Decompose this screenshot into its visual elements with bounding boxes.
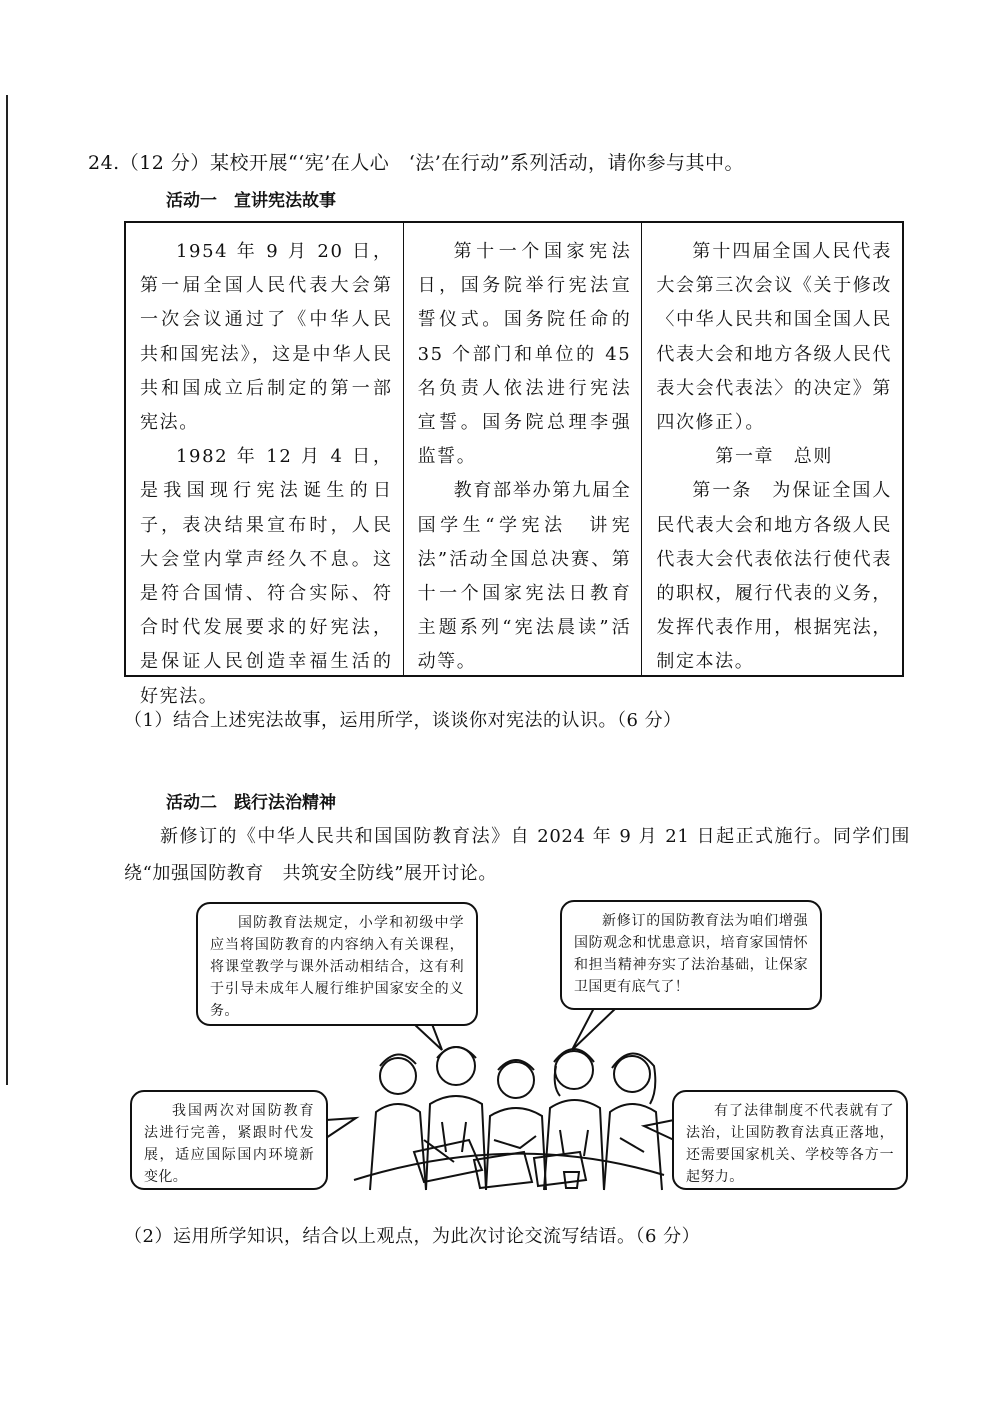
story-paragraph: 1954 年 9 月 20 日，第一届全国人民代表大会第一次会议通过了《中华人民共和国宪法》，这是中华人民共和国成立后制定的第一部宪法。 <box>140 241 393 434</box>
sub-question-1: （1）结合上述宪法故事，运用所学，谈谈你对宪法的认识。（6 分） <box>124 710 682 731</box>
law-intro: 第十四届全国人民代表大会第三次会议《关于修改〈中华人民共和国全国人民代表大会和地方各级人民代表大会代表法〉的决定》第四次修正）。 <box>656 241 892 434</box>
constitution-stories-table <box>124 221 904 707</box>
activity1-title: 活动一 宣讲宪法故事 <box>166 191 336 211</box>
speech-bubble-3: 我国两次对国防教育法进行完善，紧跟时代发展，适应国际国内环境新变化。 <box>130 1090 328 1190</box>
story-paragraph: 教育部举办第九届全国学生“学宪法 讲宪法”活动全国总决赛、第十一个国家宪法日教育主题系列“宪法晨读”活动等。 <box>417 480 632 673</box>
speech-bubble-4: 有了法律制度不代表就有了法治，让国防教育法真正落地，还需要国家机关、学校等各方一起努力。 <box>672 1090 908 1190</box>
question-stem <box>88 148 744 175</box>
story-column-3 <box>641 223 902 675</box>
activity2-paragraph: 新修订的《中华人民共和国国防教育法》自 2024 年 9 月 21 日起正式施行。同学们围绕“加强国防教育 共筑安全防线”展开讨论。 <box>124 826 910 884</box>
speech-bubble-2: 新修订的国防教育法为咱们增强国防观念和忧患意识，培育家国情怀和担当精神夯实了法治基础，让保家卫国更有底气了！ <box>560 900 822 1010</box>
law-chapter-heading: 第一章 总则 <box>715 446 833 468</box>
activity2-title: 活动二 践行法治精神 <box>166 793 336 813</box>
question-text: 某校开展“‘宪’在人心 ‘法’在行动”系列活动，请你参与其中。 <box>209 152 745 174</box>
page-border-line <box>6 95 8 1085</box>
law-article: 第一条 为保证全国人民代表大会和地方各级人民代表大会代表依法行使代表的职权，履行代表的义务，发挥代表作用，根据宪法，制定本法。 <box>656 480 892 673</box>
speech-bubble-1: 国防教育法规定，小学和初级中学应当将国防教育的内容纳入有关课程，将课堂教学与课外活动相结合，这有利于引导未成年人履行维护国家安全的义务。 <box>196 902 478 1026</box>
story-paragraph: 第十一个国家宪法日，国务院举行宪法宣誓仪式。国务院任命的 35 个部门和单位的 45 名负责人依法进行宪法宣誓。国务院总理李强监誓。 <box>417 241 632 468</box>
story-column-2 <box>403 223 642 675</box>
discussion-illustration <box>124 890 910 1200</box>
question-points: （12 分） <box>119 152 210 174</box>
question-number: 24. <box>88 152 120 174</box>
story-paragraph: 1982 年 12 月 4 日，是我国现行宪法诞生的日子，表决结果宣布时，人民大会堂内掌声经久不息。这是符合国情、符合实际、符合时代发展要求的好宪法，是保证人民创造幸福生活的好宪法。 <box>140 446 393 707</box>
story-column-1 <box>126 223 403 707</box>
sub-question-2: （2）运用所学知识，结合以上观点，为此次讨论交流写结语。（6 分） <box>124 1226 701 1247</box>
